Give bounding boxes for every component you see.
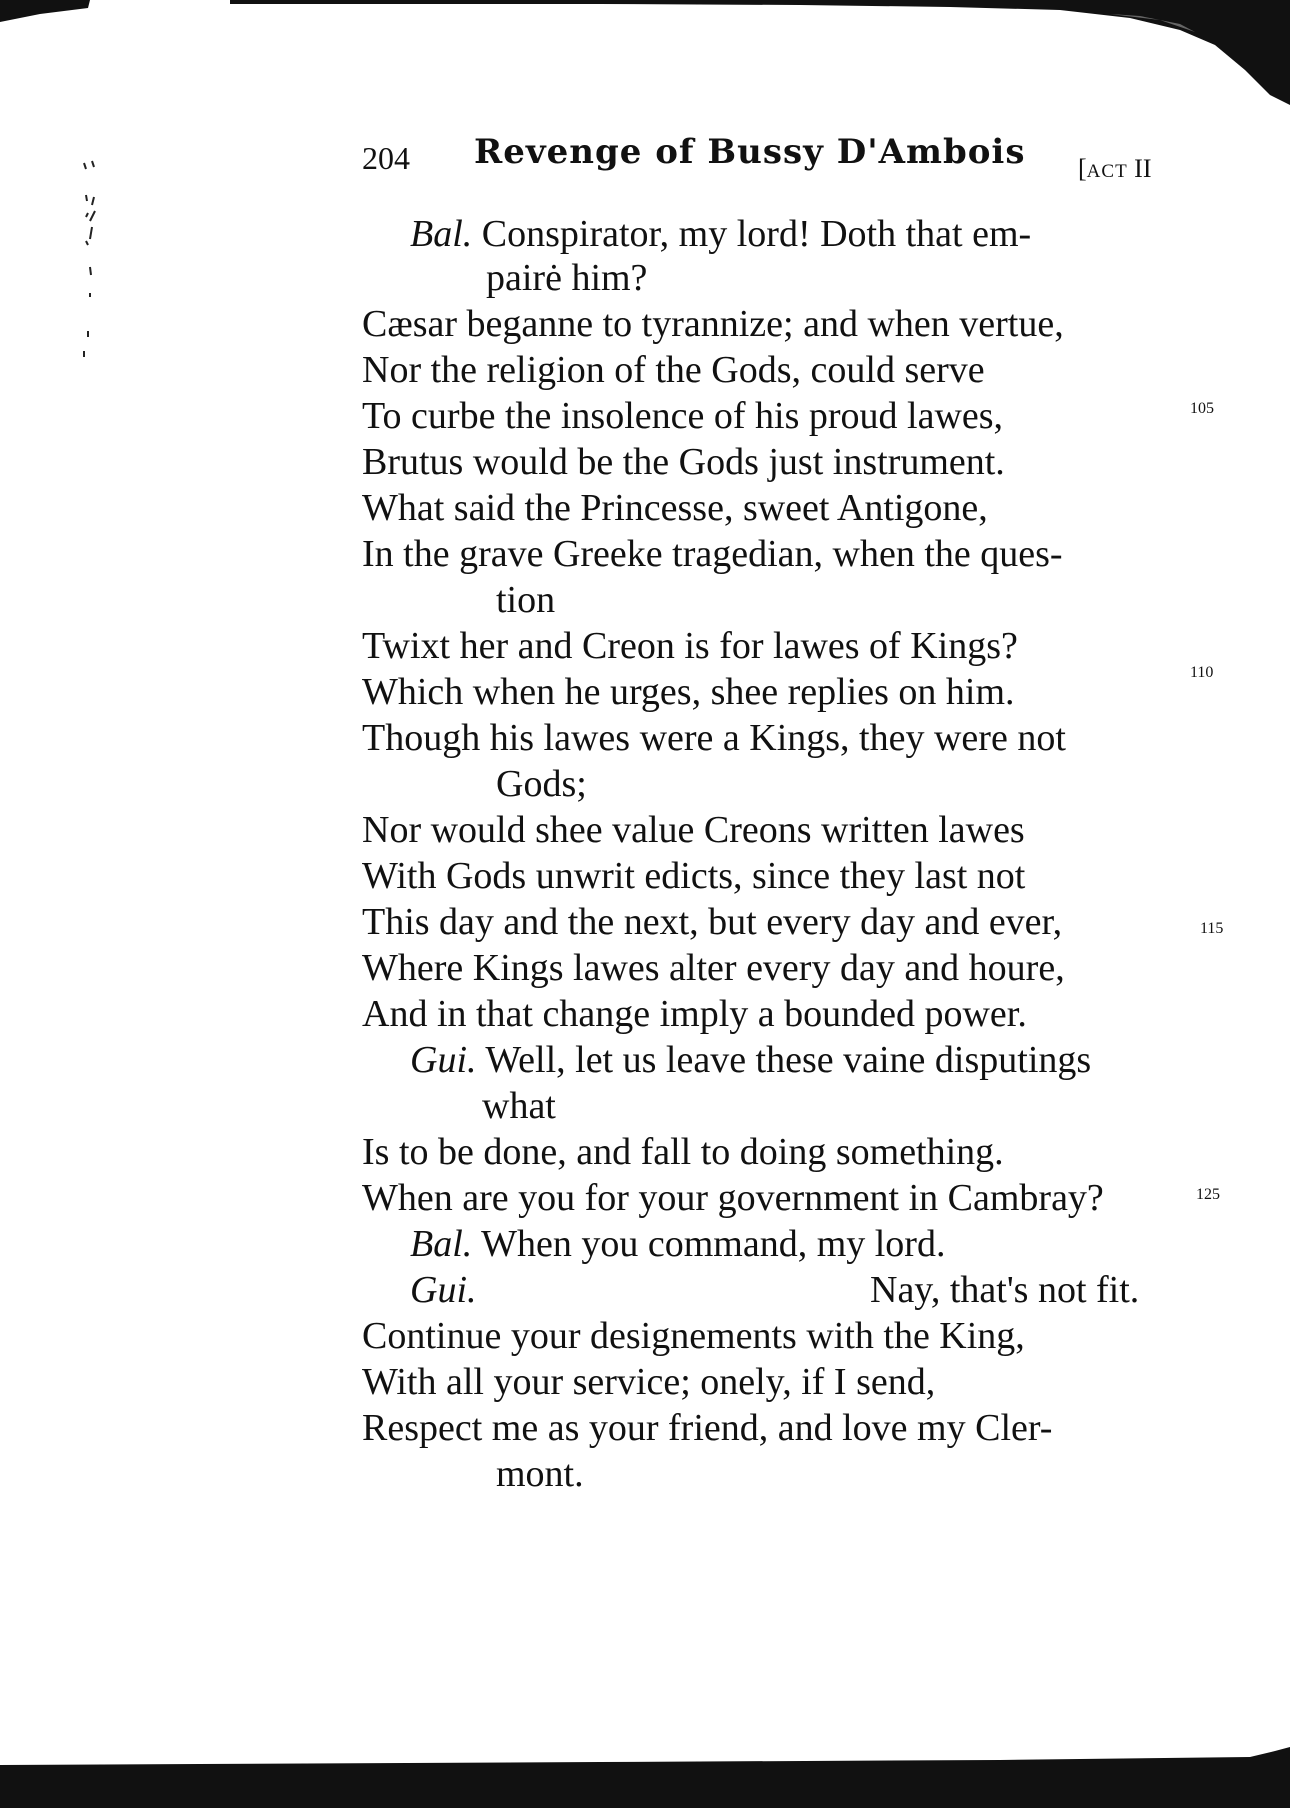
scan-edge-top	[0, 0, 1290, 110]
verse-line: Brutus would be the Gods just instrument.	[362, 441, 1005, 483]
verse-line: Is to be done, and fall to doing something.	[362, 1131, 1004, 1173]
verse-line: Bal. When you command, my lord.	[410, 1223, 946, 1265]
verse-line: Where Kings lawes alter every day and houre,	[362, 947, 1065, 989]
verse-line-continuation: mont.	[496, 1453, 584, 1495]
act-marker: [ACT II	[1078, 154, 1152, 183]
verse-line: This day and the next, but every day and ever,	[362, 901, 1063, 943]
verse-line: What said the Princesse, sweet Antigone,	[362, 487, 988, 529]
verse-line: With Gods unwrit edicts, since they last not	[362, 855, 1026, 897]
verse-line: Gui. Well, let us leave these vaine disputings	[410, 1039, 1092, 1081]
verse-line: In the grave Greeke tragedian, when the ques-	[362, 533, 1063, 575]
verse-line: And in that change imply a bounded power.	[362, 993, 1027, 1035]
verse-line: Respect me as your friend, and love my Cler-	[362, 1407, 1053, 1449]
verse-line: Continue your designements with the King,	[362, 1315, 1025, 1357]
verse-line: With all your service; onely, if I send,	[362, 1361, 936, 1403]
running-header	[362, 128, 1192, 198]
speaker-name: Gui.	[410, 1039, 477, 1081]
verse-line-continuation: Gods;	[496, 763, 587, 805]
verse-line: Cæsar beganne to tyrannize; and when vertue,	[362, 303, 1064, 345]
running-title: Revenge of Bussy D'Ambois	[474, 132, 1026, 172]
verse-line: Nor the religion of the Gods, could serve	[362, 349, 985, 391]
verse-line-continuation: what	[482, 1085, 556, 1127]
speaker-name: Gui.	[410, 1269, 477, 1311]
verse-line: Though his lawes were a Kings, they were not	[362, 717, 1066, 759]
verse-line: Which when he urges, shee replies on him.	[362, 671, 1015, 713]
speaker-name: Bal.	[410, 1223, 473, 1265]
verse-line: When are you for your government in Cambray?	[362, 1177, 1104, 1219]
verse-line: Bal. Conspirator, my lord! Doth that em-	[410, 213, 1032, 255]
verse-line-continuation: tion	[496, 579, 556, 621]
line-number: 115	[1200, 920, 1224, 937]
verse-line: Twixt her and Creon is for lawes of Kings?	[362, 625, 1018, 667]
verse-line-continuation: pairė him?	[486, 257, 648, 299]
line-number: 105	[1190, 400, 1214, 417]
page-number: 204	[362, 140, 410, 176]
scan-edge-bottom	[0, 1745, 1290, 1808]
verse-line: Nor would shee value Creons written lawes	[362, 809, 1025, 851]
speaker-name: Bal.	[410, 213, 473, 255]
verse-line: To curbe the insolence of his proud lawes,	[362, 395, 1004, 437]
line-number: 110	[1190, 664, 1214, 681]
verse-line-split: Nay, that's not fit.	[870, 1269, 1140, 1311]
line-number: 125	[1196, 1186, 1220, 1203]
margin-bleed-marks	[80, 155, 120, 405]
